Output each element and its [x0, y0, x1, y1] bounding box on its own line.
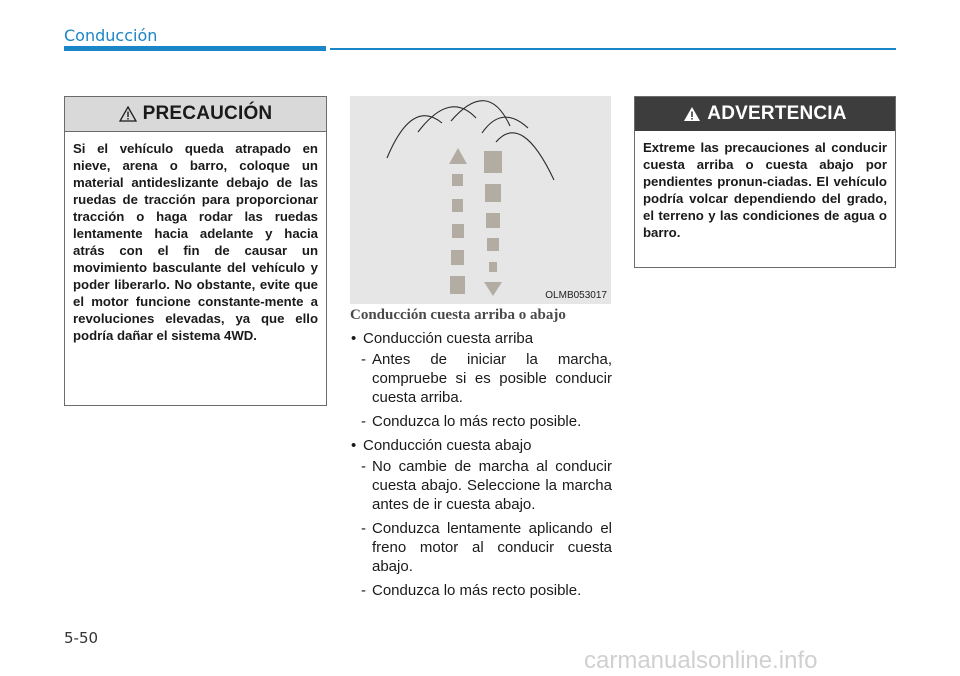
caution-text: Si el vehículo queda atrapado en nieve, arena o barro, coloque un material antideslizante debajo de las ruedas de tracción para proporcionar tracción o haga rodar las ruedas lentamente hacia adelante y hacia atrás con el fin de causar un movimiento basculante del vehículo y poder liberarlo. No obstante, evite que el motor funcione constante-mente a revoluciones elevadas, ya que ello podría dañar el sistema 4WD. [65, 131, 326, 354]
caution-warning-icon [119, 106, 137, 122]
warning-header [635, 97, 895, 131]
list-subitem: - No cambie de marcha al conducir cuesta abajo. Seleccione la marcha antes de ir cuesta abajo. [350, 457, 612, 514]
list-subitem: - Conduzca lentamente aplicando el freno motor al conducir cuesta abajo. [350, 519, 612, 576]
watermark: carmanualsonline.info [584, 647, 818, 674]
header-rule-thin [330, 48, 896, 50]
subsection-heading: Conducción cuesta arriba o abajo [350, 307, 566, 323]
list-subitem: - Conduzca lo más recto posible. [350, 581, 612, 600]
caution-header [65, 97, 326, 131]
instructions-list [350, 329, 612, 605]
warning-triangle-icon [683, 106, 701, 122]
caution-box [64, 96, 327, 406]
list-subitem: - Antes de iniciar la marcha, compruebe si es posible conducir cuesta arriba. [350, 350, 612, 407]
section-title: Conducción [64, 26, 158, 45]
slope-hills-arrows-graphic [350, 96, 611, 304]
warning-text: Extreme las precauciones al conducir cuesta arriba o cuesta abajo por pendientes pronun-ciadas. El vehículo podría volcar dependiendo del grado, el terreno y las condiciones de agua o barro. [643, 140, 887, 240]
list-item: • Conducción cuesta abajo [350, 436, 612, 455]
page-number: 5-50 [64, 629, 99, 647]
list-subitem: - Conduzca lo más recto posible. [350, 412, 612, 431]
warning-box [634, 96, 896, 268]
warning-title: ADVERTENCIA [707, 103, 847, 124]
list-item: • Conducción cuesta arriba [350, 329, 612, 348]
slope-illustration [350, 96, 611, 304]
header-rule-thick [64, 46, 326, 51]
caution-title: PRECAUCIÓN [142, 103, 273, 124]
figure-code: OLMB053017 [545, 290, 607, 301]
